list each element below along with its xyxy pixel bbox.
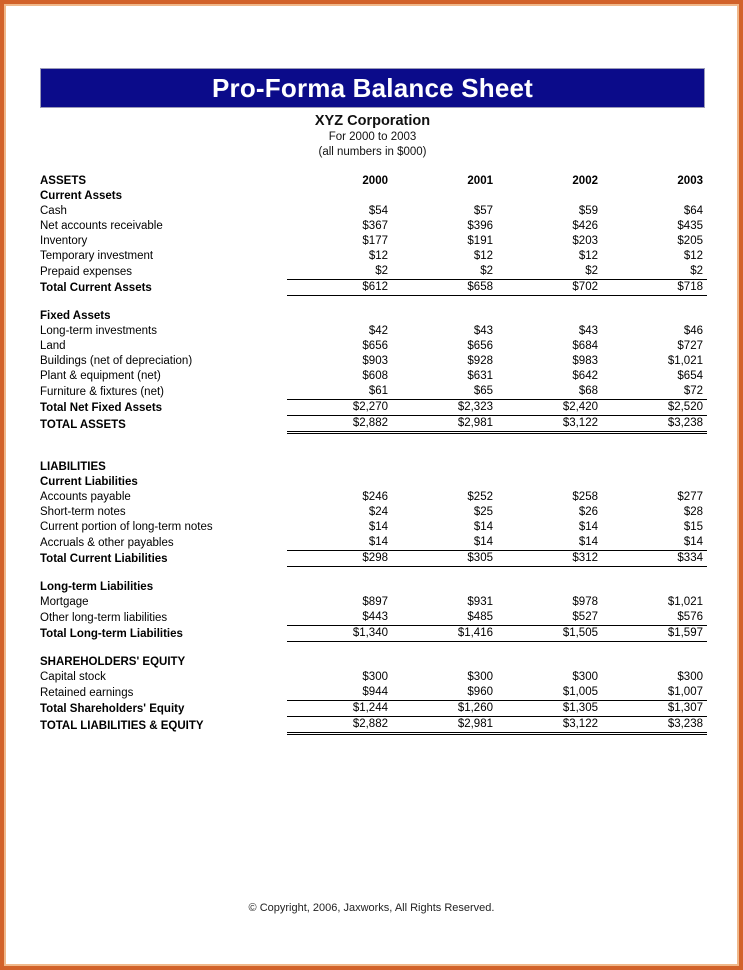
row-label: Capital stock: [40, 671, 106, 683]
row-value: $527: [572, 611, 598, 623]
total-row: [40, 551, 707, 567]
row-value: $28: [683, 506, 703, 518]
equity-heading-row: [40, 655, 707, 670]
row-value: $61: [368, 385, 388, 397]
row-value: $312: [497, 551, 602, 567]
row-value: $14: [368, 521, 388, 533]
row-value: $2: [585, 265, 598, 277]
row-value: $57: [473, 205, 493, 217]
row-label: Land: [40, 340, 66, 352]
row-value: $59: [578, 205, 598, 217]
row-value: $246: [362, 491, 388, 503]
row-value: $42: [368, 325, 388, 337]
row-value: $43: [578, 325, 598, 337]
total-row: [40, 280, 707, 296]
row-value: $367: [362, 220, 388, 232]
grand-total-row: [40, 416, 707, 433]
longterm-liabilities-heading: Long-term Liabilities: [40, 581, 154, 593]
row-value: $65: [473, 385, 493, 397]
row-value: $944: [362, 686, 388, 698]
row-value: $277: [677, 491, 703, 503]
row-value: $3,122: [497, 416, 602, 433]
row-value: $1,307: [602, 701, 707, 717]
row-label: Total Current Assets: [40, 281, 152, 294]
column-header-year: 2002: [572, 175, 598, 187]
row-value: $727: [677, 340, 703, 352]
row-label: Furniture & fixtures (net): [40, 385, 164, 398]
row-label: Accounts payable: [40, 491, 131, 503]
row-label: TOTAL LIABILITIES & EQUITY: [40, 719, 204, 732]
current-assets-heading: Current Assets: [40, 190, 123, 202]
row-spacer: [40, 567, 707, 581]
copyright-footer: © Copyright, 2006, Jaxworks, All Rights Reserved.: [248, 902, 495, 914]
row-label: Buildings (net of depreciation): [40, 355, 193, 367]
grand-total-row: [40, 717, 707, 734]
row-value: $46: [683, 325, 703, 337]
row-value: $631: [467, 370, 493, 382]
row-value: $12: [473, 250, 493, 262]
table-row: [40, 685, 707, 701]
row-value: $983: [572, 355, 598, 367]
row-spacer: [40, 296, 707, 310]
table-row: [40, 520, 707, 535]
row-value: $1,597: [602, 626, 707, 642]
row-label: Total Net Fixed Assets: [40, 401, 163, 414]
row-value: $64: [683, 205, 703, 217]
assets-heading: ASSETS: [40, 175, 87, 187]
column-header-year: 2001: [467, 175, 493, 187]
row-value: $2,882: [287, 416, 392, 433]
company-name: XYZ Corporation: [314, 113, 431, 129]
table-row: [40, 324, 707, 339]
row-value: $2: [375, 265, 388, 277]
row-value: $305: [392, 551, 497, 567]
row-value: $300: [362, 671, 388, 683]
row-value: $642: [572, 370, 598, 382]
longterm-liabilities-heading-row: [40, 580, 707, 595]
row-value: $443: [362, 611, 388, 623]
row-label: Long-term investments: [40, 325, 157, 337]
row-value: $897: [362, 596, 388, 608]
row-value: $2,981: [392, 717, 497, 734]
row-value: $396: [467, 220, 493, 232]
row-label: Mortgage: [40, 596, 89, 608]
row-value: $14: [683, 536, 703, 548]
row-value: $300: [467, 671, 493, 683]
row-value: $258: [572, 491, 598, 503]
row-value: $2,323: [392, 400, 497, 416]
table-row: [40, 595, 707, 610]
table-row: [40, 354, 707, 369]
row-value: $26: [578, 506, 598, 518]
row-value: $608: [362, 370, 388, 382]
row-value: $14: [578, 521, 598, 533]
row-value: $205: [677, 235, 703, 247]
liabilities-heading: LIABILITIES: [40, 461, 106, 473]
row-value: $1,244: [287, 701, 392, 717]
table-row: [40, 535, 707, 551]
row-value: $435: [677, 220, 703, 232]
table-row: [40, 339, 707, 354]
row-label: Current portion of long-term notes: [40, 521, 213, 533]
row-value: $978: [572, 596, 598, 608]
row-value: $14: [473, 536, 493, 548]
row-label: Plant & equipment (net): [40, 370, 161, 382]
table-row: [40, 219, 707, 234]
row-value: $903: [362, 355, 388, 367]
row-value: $14: [368, 536, 388, 548]
row-value: $300: [572, 671, 598, 683]
equity-heading: SHAREHOLDERS' EQUITY: [40, 656, 186, 668]
row-value: $1,505: [497, 626, 602, 642]
table-row: [40, 264, 707, 280]
row-value: $656: [467, 340, 493, 352]
row-value: $654: [677, 370, 703, 382]
current-liabilities-heading-row: [40, 475, 707, 490]
row-value: $1,021: [667, 355, 703, 367]
row-value: $14: [578, 536, 598, 548]
row-value: $1,305: [497, 701, 602, 717]
table-row: [40, 249, 707, 264]
row-value: $2,270: [287, 400, 392, 416]
row-label: Cash: [40, 205, 67, 217]
row-value: $576: [677, 611, 703, 623]
row-value: $2,981: [392, 416, 497, 433]
fixed-assets-heading: Fixed Assets: [40, 310, 111, 322]
table-row: [40, 369, 707, 384]
row-value: $656: [362, 340, 388, 352]
row-value: $928: [467, 355, 493, 367]
row-value: $191: [467, 235, 493, 247]
row-value: $15: [683, 521, 703, 533]
row-label: Inventory: [40, 235, 88, 247]
row-value: $12: [368, 250, 388, 262]
units-note: (all numbers in $000): [318, 146, 427, 159]
liabilities-heading-row: [40, 460, 707, 475]
row-value: $54: [368, 205, 388, 217]
row-value: $252: [467, 491, 493, 503]
row-value: $931: [467, 596, 493, 608]
current-assets-heading-row: [40, 189, 707, 204]
table-header-row: [40, 174, 707, 189]
row-value: $2,520: [602, 400, 707, 416]
row-spacer: [40, 447, 707, 460]
current-liabilities-heading: Current Liabilities: [40, 476, 138, 488]
row-value: $12: [683, 250, 703, 262]
period-label: For 2000 to 2003: [328, 131, 417, 144]
row-value: $334: [602, 551, 707, 567]
row-value: $68: [578, 385, 598, 397]
total-row: [40, 626, 707, 642]
row-value: $702: [497, 280, 602, 296]
row-value: $1,260: [392, 701, 497, 717]
page-title: Pro-Forma Balance Sheet: [211, 73, 534, 103]
row-value: $203: [572, 235, 598, 247]
column-header-year: 2000: [362, 175, 388, 187]
row-label: Total Shareholders' Equity: [40, 702, 185, 715]
balance-sheet-table: [40, 174, 707, 735]
column-header-year: 2003: [677, 175, 703, 187]
row-value: $25: [473, 506, 493, 518]
total-row: [40, 400, 707, 416]
row-value: $658: [392, 280, 497, 296]
table-row: [40, 490, 707, 505]
row-value: $426: [572, 220, 598, 232]
table-row: [40, 234, 707, 249]
row-value: $2,420: [497, 400, 602, 416]
row-value: $2: [480, 265, 493, 277]
fixed-assets-heading-row: [40, 309, 707, 324]
row-label: Prepaid expenses: [40, 265, 133, 278]
row-label: Other long-term liabilities: [40, 611, 168, 624]
row-label: Retained earnings: [40, 686, 134, 699]
row-value: $3,238: [602, 717, 707, 734]
row-value: $1,340: [287, 626, 392, 642]
row-value: $72: [683, 385, 703, 397]
row-value: $2: [690, 265, 703, 277]
row-label: Short-term notes: [40, 506, 126, 518]
row-value: $298: [287, 551, 392, 567]
row-value: $12: [578, 250, 598, 262]
row-value: $1,007: [667, 686, 703, 698]
row-spacer: [40, 433, 707, 448]
row-value: $960: [467, 686, 493, 698]
table-row: [40, 505, 707, 520]
row-label: Accruals & other payables: [40, 536, 174, 549]
row-value: $718: [602, 280, 707, 296]
row-spacer: [40, 642, 707, 656]
row-label: TOTAL ASSETS: [40, 418, 126, 431]
table-row: [40, 384, 707, 400]
row-label: Total Long-term Liabilities: [40, 627, 183, 640]
row-value: $684: [572, 340, 598, 352]
row-value: $43: [473, 325, 493, 337]
row-value: $1,021: [667, 596, 703, 608]
row-value: $300: [677, 671, 703, 683]
row-value: $177: [362, 235, 388, 247]
row-value: $14: [473, 521, 493, 533]
table-row: [40, 610, 707, 626]
row-label: Net accounts receivable: [40, 220, 163, 232]
title-banner: [40, 68, 705, 108]
table-row: [40, 204, 707, 219]
row-value: $24: [368, 506, 388, 518]
row-value: $3,122: [497, 717, 602, 734]
row-value: $612: [287, 280, 392, 296]
document-subtitle-block: [40, 112, 705, 160]
row-value: $1,416: [392, 626, 497, 642]
row-value: $2,882: [287, 717, 392, 734]
row-value: $3,238: [602, 416, 707, 433]
row-value: $1,005: [562, 686, 598, 698]
row-value: $485: [467, 611, 493, 623]
table-row: [40, 670, 707, 685]
total-row: [40, 701, 707, 717]
row-label: Temporary investment: [40, 250, 154, 262]
row-label: Total Current Liabilities: [40, 552, 168, 565]
